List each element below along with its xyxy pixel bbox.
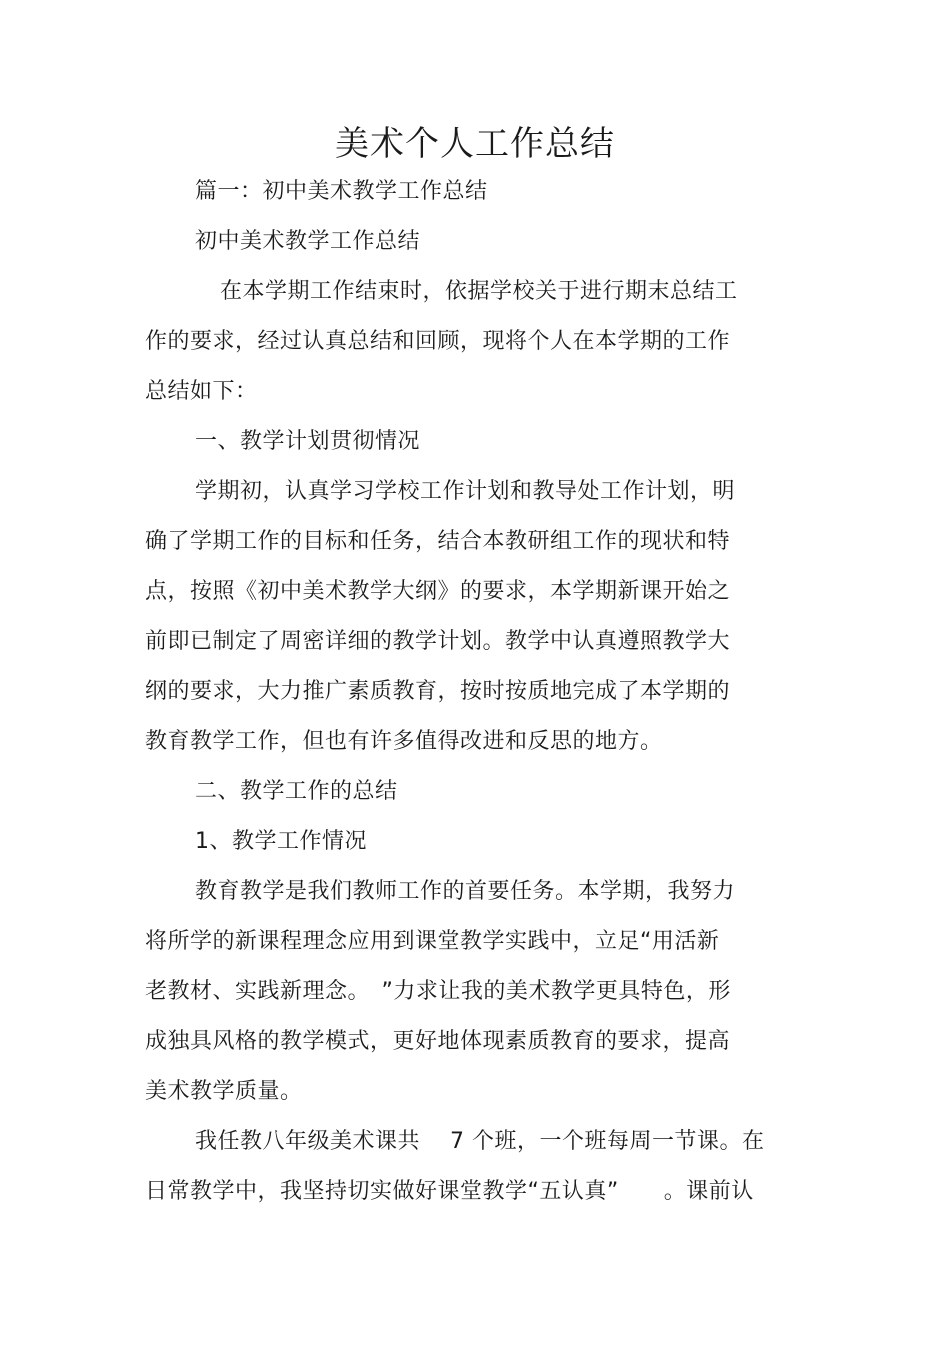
paragraph-line: 作的要求，经过认真总结和回顾，现将个人在本学期的工作 — [145, 329, 731, 354]
paragraph-line: 老教材、实践新理念。 ”力求让我的美术教学更具特色，形 — [145, 979, 731, 1004]
paragraph-line: 确了学期工作的目标和任务，结合本教研组工作的现状和特 — [145, 529, 731, 554]
subtitle: 初中美术教学工作总结 — [195, 229, 421, 254]
paragraph-line: 点，按照《初中美术教学大纲》的要求，本学期新课开始之 — [145, 579, 731, 604]
paragraph-line: 总结如下： — [145, 379, 258, 404]
paragraph-line: 日常教学中，我坚持切实做好课堂教学“五认真” 。课前认 — [145, 1179, 754, 1204]
paragraph-line: 学期初，认真学习学校工作计划和教导处工作计划，明 — [195, 479, 736, 504]
paragraph-line: 我任教八年级美术课共 7 个班，一个班每周一节课。在 — [195, 1129, 765, 1154]
paragraph-line: 在本学期工作结束时，依据学校关于进行期末总结工 — [220, 279, 738, 304]
paragraph-line: 教育教学是我们教师工作的首要任务。本学期，我努力 — [195, 879, 736, 904]
paragraph-line: 纲的要求，大力推广素质教育，按时按质地完成了本学期的 — [145, 679, 731, 704]
paragraph-line: 前即已制定了周密详细的教学计划。教学中认真遵照教学大 — [145, 629, 731, 654]
paragraph-line: 美术教学质量。 — [145, 1079, 303, 1104]
section-heading: 篇一：初中美术教学工作总结 — [195, 179, 488, 204]
document-title: 美术个人工作总结 — [335, 124, 615, 164]
paragraph-line: 成独具风格的教学模式，更好地体现素质教育的要求，提高 — [145, 1029, 731, 1054]
section-heading: 1、教学工作情况 — [195, 829, 367, 854]
paragraph-line: 将所学的新课程理念应用到课堂教学实践中，立足“用活新 — [145, 929, 720, 954]
section-heading: 一、教学计划贯彻情况 — [195, 429, 421, 454]
section-heading: 二、教学工作的总结 — [195, 779, 398, 804]
paragraph-line: 教育教学工作，但也有许多值得改进和反思的地方。 — [145, 729, 663, 754]
